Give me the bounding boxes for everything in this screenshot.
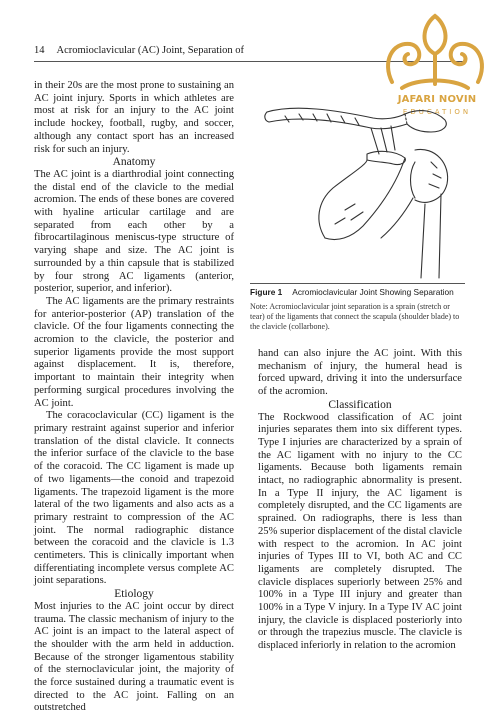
page-number: 14 bbox=[34, 45, 45, 56]
etiology-paragraph-1: Most injuries to the AC joint occur by direct trauma. The classic mechanism of injury to the AC joint is an impact to the lateral aspect of the shoulder with the arm held in adduction. Because of the stronger ligamentous stability of the sternoclavicular joint, the majority of the force sustained during a traumatic event is directed to the AC joint. Falling on an outstretched bbox=[34, 600, 234, 714]
logo-brand-text: JAFARI NOVIN bbox=[397, 94, 477, 105]
ornament-icon bbox=[372, 2, 498, 97]
figure-divider bbox=[250, 283, 465, 284]
figure-label: Figure 1 bbox=[250, 287, 283, 297]
anatomy-heading: Anatomy bbox=[112, 156, 156, 169]
shoulder-joint-drawing bbox=[255, 92, 455, 280]
running-title: Acromioclavicular (AC) Joint, Separation of bbox=[56, 45, 244, 56]
left-column bbox=[34, 80, 234, 715]
etiology-heading: Etiology bbox=[114, 588, 154, 601]
running-header bbox=[34, 45, 324, 56]
figure-caption bbox=[250, 287, 465, 297]
logo-subtitle-text: EDUCATION bbox=[402, 108, 472, 116]
right-column bbox=[258, 348, 462, 653]
anatomy-paragraph-2: The AC ligaments are the primary restraints for anterior-posterior (AP) translation of the clavicle. Of the four ligaments connecting the acromion to the clavicle, the posterior and superior ligaments provide the most support against displacement. It is, therefore, important to maintain their integrity when performing surgical procedures involving the AC joint. bbox=[34, 295, 234, 409]
classification-heading: Classification bbox=[328, 398, 392, 411]
anatomy-paragraph-3: The coracoclavicular (CC) ligament is the primary restraint against superior and inferior translation of the distal clavicle. It connects the inferior surface of the clavicle to the base of the coracoid. The CC ligament is made up of two ligaments—the conoid and trapezoid ligaments. The trapezoid ligament is the more lateral of the two ligaments and also acts as a primary restraint to compression of the AC joint. The normal radiographic distance between the coracoid and the clavicle is 1.3 centimeters. This is clinically important when differentiating incomplete versus complete AC joint separations. bbox=[34, 410, 234, 587]
continuation-paragraph: hand can also injure the AC joint. With this mechanism of injury, the humeral head is forced upward, driving it into the undersurface of the acromion. bbox=[258, 348, 462, 398]
intro-paragraph: in their 20s are the most prone to sustaining an AC joint injury. Sports in which athletes are most at risk for an injury to the AC joint include hockey, football, rugby, and soccer, although any contact sport has an increased risk for such an injury. bbox=[34, 80, 234, 155]
shoulder-illustration bbox=[255, 92, 455, 280]
anatomy-paragraph-1: The AC joint is a diarthrodial joint connecting the distal end of the clavicle to the medial acromion. The ends of these bones are covered with hyaline articular cartilage and are separated from each other by a fibrocartilaginous meniscus-type structure of varying shape and size. The AC joint is surrounded by a thin capsule that is stabilized by four strong AC ligaments (anterior, posterior, superior, and inferior). bbox=[34, 168, 234, 295]
classification-paragraph-1: The Rockwood classification of AC joint injuries separates them into six different types. Type I injuries are characterized by a sprain of the AC ligament with no injury to the CC ligaments. Because both ligaments remain intact, no radiographic abnormality is present. In a Type II injury, the AC ligament is completely disrupted, and the CC ligaments are sprained. On radiographs, there is less than 25% superior displacement of the distal clavicle with respect to the acromion. In AC joint injuries of Types III to VI, both AC and CC ligaments are completely disrupted. The clavicle displaces superiorly between 25% and 100% in a Type III injury and greater than 100% in a Type V injury. In a Type IV AC joint injury, the clavicle is displaced posteriorly into or through the trapezius muscle. The clavicle is displaced inferiorly in relation to the acromion bbox=[258, 411, 462, 652]
figure-note: Note: Acromioclavicular joint separation is a sprain (stretch or tear) of the ligaments that connect the scapula (shoulder blade) to the clavicle (collarbone). bbox=[250, 302, 460, 331]
figure-title: Acromioclavicular Joint Showing Separation bbox=[292, 287, 454, 297]
